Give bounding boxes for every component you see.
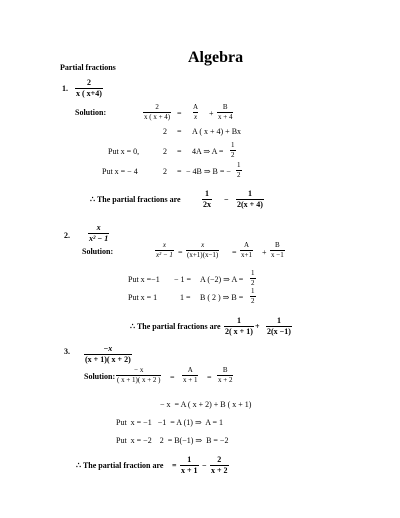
p3-answer-fraction-2: 2 x + 2 bbox=[211, 455, 228, 475]
p3-eq-sign-1: = bbox=[170, 373, 175, 382]
p2-eq-sign-2: = bbox=[232, 248, 237, 257]
p1-eq-sign: = bbox=[177, 109, 182, 118]
p3-eq-sign-2: = bbox=[207, 373, 212, 382]
problem-1-question: 2 x ( x+4) bbox=[76, 78, 102, 98]
problem-2-solution-label: Solution: bbox=[82, 247, 114, 256]
p1-a-fraction: A x bbox=[193, 103, 199, 121]
problem-1-number: 1. bbox=[62, 84, 68, 93]
p2-answer-fraction-2: 1 2(x −1) bbox=[267, 316, 291, 336]
p3-lhs-fraction: − x ( x + 1)( x + 2 ) bbox=[117, 366, 161, 384]
p1-answer-minus: − bbox=[224, 195, 229, 204]
p2-line3-fraction: 1 2 bbox=[251, 269, 255, 287]
p2-eq-sign-1: = bbox=[178, 248, 183, 257]
p2-a-fraction: A x+1 bbox=[241, 241, 252, 259]
p2-line3-put: Put x =−1 bbox=[128, 275, 160, 284]
problem-3-solution-label: Solution: bbox=[84, 372, 116, 381]
problem-2-number: 2. bbox=[64, 231, 70, 240]
p3-line3: Put x = −1 −1 = A (1) ⇒ A = 1 bbox=[116, 418, 224, 427]
p1-line3-put: Put x = 0, bbox=[108, 147, 140, 156]
p1-line2-rhs: A ( x + 4) + Bx bbox=[192, 127, 242, 136]
problem-3-question: −x (x + 1)( x + 2) bbox=[85, 344, 131, 364]
p1-line4-put: Put x = − 4 bbox=[102, 167, 138, 176]
p1-line4-fraction: 1 2 bbox=[237, 161, 241, 179]
p1-answer-text: ∴ The partial fractions are bbox=[90, 195, 181, 204]
p2-b-fraction: B x −1 bbox=[271, 241, 284, 259]
problem-3-number: 3. bbox=[64, 347, 70, 356]
p2-answer-fraction-1: 1 2( x + 1) bbox=[225, 316, 253, 336]
p1-line3-lhs: 2 bbox=[163, 147, 167, 156]
p1-line2-lhs: 2 bbox=[163, 127, 167, 136]
p1-line3-rhs: 4A ⇒ A = bbox=[192, 147, 224, 156]
p3-b-fraction: B x + 2 bbox=[218, 366, 233, 384]
p2-line4-rhs: B ( 2 ) ⇒ B = bbox=[200, 293, 244, 302]
p3-answer-fraction-1: 1 x + 1 bbox=[181, 455, 198, 475]
p1-answer-fraction-1: 1 2x bbox=[203, 189, 211, 209]
p1-line4-eq: = bbox=[177, 167, 182, 176]
p2-plus-sign: + bbox=[262, 248, 267, 257]
p3-line2: − x = A ( x + 2) + B ( x + 1) bbox=[160, 400, 252, 409]
p2-line3-lhs: − 1 = bbox=[174, 275, 192, 284]
p3-a-fraction: A x + 1 bbox=[183, 366, 198, 384]
problem-1-solution-label: Solution: bbox=[75, 108, 107, 117]
p2-line4-lhs: 1 = bbox=[180, 293, 191, 302]
problem-2-question: x x² − 1 bbox=[89, 223, 109, 243]
p1-line4-rhs: − 4B ⇒ B = − bbox=[186, 167, 231, 176]
p2-middle-fraction: x (x+1)(x−1) bbox=[187, 241, 219, 259]
p1-line3-eq: = bbox=[177, 147, 182, 156]
p1-plus-sign: + bbox=[209, 109, 214, 118]
page-title: Algebra bbox=[188, 49, 244, 66]
p3-line4: Put x = −2 2 = B(−1) ⇒ B = −2 bbox=[116, 436, 229, 445]
section-heading: Partial fractions bbox=[60, 63, 116, 72]
p2-line4-fraction: 1 2 bbox=[251, 287, 255, 305]
p1-line2-eq: = bbox=[177, 127, 182, 136]
p1-answer-fraction-2: 1 2(x + 4) bbox=[237, 189, 263, 209]
p1-lhs-fraction: 2 x ( x + 4) bbox=[144, 103, 171, 121]
p2-lhs-fraction: x x² − 1 bbox=[156, 241, 173, 259]
p2-answer-text: ∴ The partial fractions are bbox=[130, 322, 221, 331]
p2-line4-put: Put x = 1 bbox=[128, 293, 158, 302]
p3-answer-text: ∴ The partial fraction are bbox=[76, 461, 164, 470]
p3-answer-eq: = bbox=[172, 461, 177, 470]
p1-line4-lhs: 2 bbox=[163, 167, 167, 176]
p1-line3-fraction: 1 2 bbox=[231, 141, 235, 159]
p2-line3-rhs: A (−2) ⇒ A = bbox=[200, 275, 244, 284]
p2-answer-plus: + bbox=[255, 322, 260, 331]
p3-answer-minus: − bbox=[202, 461, 207, 470]
p1-b-fraction: B x + 4 bbox=[218, 103, 233, 121]
